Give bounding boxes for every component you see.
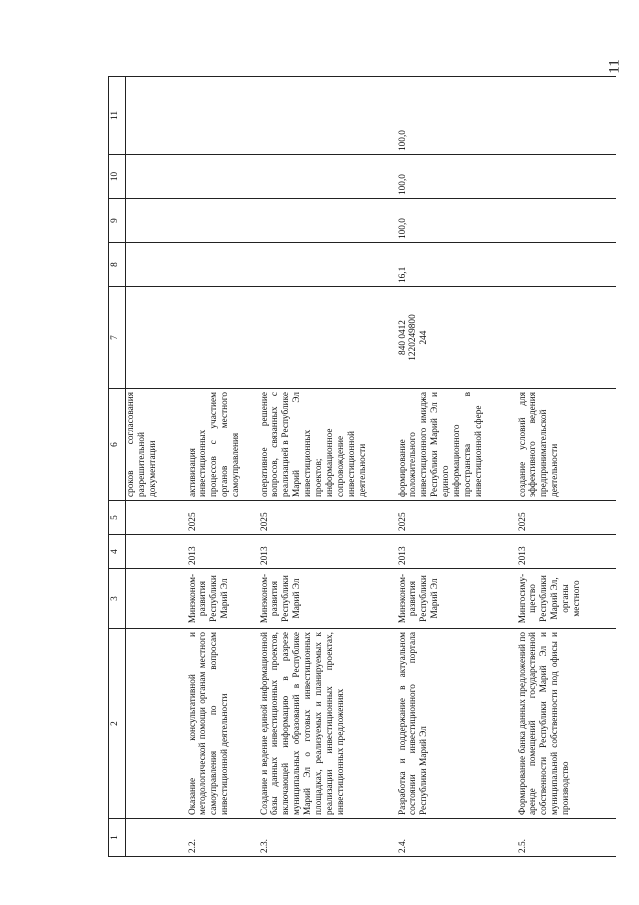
result-cell: формирование положительного инвестиционного имиджа Республики Марий Эл и единого информационного пространства в инвестиционной сфере [396, 389, 516, 501]
table-row [516, 77, 616, 857]
kbk-cell [186, 287, 258, 389]
value-col-10 [186, 155, 258, 199]
row-number [126, 819, 186, 857]
header-cell: 10 [109, 155, 126, 199]
header-cell: 5 [109, 501, 126, 535]
header-cell: 11 [109, 77, 126, 155]
rotated-table-container [108, 77, 633, 857]
start-year: 2013 [186, 535, 258, 569]
kbk-cell [126, 287, 186, 389]
measure-cell: Создание и ведение единой информационной базы данных инвестиционных проектов, включающей информацию в разрезе муниципальных образований в Республике Марий Эл о готовых инвестиционных площадках, реализуемых и планируемых к реализации инвестиционных проектах, инвестиционных предложениях [258, 629, 396, 819]
measure-cell: Разработка и поддержание в актуальном состоянии инвестиционного портала Республики Марий Эл [396, 629, 516, 819]
row-number: 2.5. [516, 819, 616, 857]
end-year [126, 501, 186, 535]
header-cell: 2 [109, 629, 126, 819]
kbk-cell [258, 287, 396, 389]
row-number: 2.3. [258, 819, 396, 857]
header-row [109, 77, 126, 857]
value-col-11 [516, 77, 616, 155]
table-row [258, 77, 396, 857]
row-number: 2.4. [396, 819, 516, 857]
value-col-9 [258, 199, 396, 243]
header-cell: 7 [109, 287, 126, 389]
value-col-9: 100,0 [396, 199, 516, 243]
end-year: 2025 [516, 501, 616, 535]
result-cell: оперативное решение вопросов, связанных с реализацией в Республике Марий Эл инвестиционных проектов; информационное сопровождение инвестиционной деятельности [258, 389, 396, 501]
value-col-10 [258, 155, 396, 199]
start-year [126, 535, 186, 569]
page-number: 11 [606, 59, 623, 74]
end-year: 2025 [396, 501, 516, 535]
value-col-9 [126, 199, 186, 243]
measure-cell [126, 629, 186, 819]
start-year: 2013 [258, 535, 396, 569]
kbk-cell [516, 287, 616, 389]
executor-cell: Минэконом-развития Республики Марий Эл [186, 569, 258, 629]
value-col-8 [258, 243, 396, 287]
value-col-8 [186, 243, 258, 287]
executor-cell [126, 569, 186, 629]
start-year: 2013 [396, 535, 516, 569]
value-col-10 [516, 155, 616, 199]
result-cell: сроков согласования разрешительной документации [126, 389, 186, 501]
measure-cell: Формирование банка данных предложений по аренде помещений государственной собственности Республики Марий Эл и муниципальной собственности под офисы и производство [516, 629, 616, 819]
header-cell: 3 [109, 569, 126, 629]
start-year: 2013 [516, 535, 616, 569]
result-cell: создание условий для эффективного ведения предпринимательской деятельности [516, 389, 616, 501]
header-cell: 6 [109, 389, 126, 501]
result-cell: активизация инвестиционных процессов с участием органов местного самоуправления [186, 389, 258, 501]
table-row [186, 77, 258, 857]
value-col-11 [258, 77, 396, 155]
value-col-9 [516, 199, 616, 243]
value-col-11: 100,0 [396, 77, 516, 155]
value-col-10: 100,0 [396, 155, 516, 199]
executor-cell: Минэконом-развития Республики Марий Эл [396, 569, 516, 629]
value-col-8 [516, 243, 616, 287]
end-year: 2025 [258, 501, 396, 535]
executor-cell: Мингосиму-щество Республики Марий Эл, органы местного [516, 569, 616, 629]
header-cell: 1 [109, 819, 126, 857]
end-year: 2025 [186, 501, 258, 535]
program-table [108, 76, 616, 857]
value-col-11 [186, 77, 258, 155]
value-col-11 [126, 77, 186, 155]
table-row [396, 77, 516, 857]
value-col-9 [186, 199, 258, 243]
row-number: 2.2. [186, 819, 258, 857]
value-col-10 [126, 155, 186, 199]
header-cell: 4 [109, 535, 126, 569]
header-cell: 8 [109, 243, 126, 287]
kbk-cell: 840 0412 1220249800 244 [396, 287, 516, 389]
value-col-8 [126, 243, 186, 287]
measure-cell: Оказание консультативной и методологической помощи органам местного самоуправления по вопросам инвестиционной деятельности [186, 629, 258, 819]
value-col-8: 16,1 [396, 243, 516, 287]
header-cell: 9 [109, 199, 126, 243]
table-row [126, 77, 186, 857]
executor-cell: Минэконом-развития Республики Марий Эл [258, 569, 396, 629]
